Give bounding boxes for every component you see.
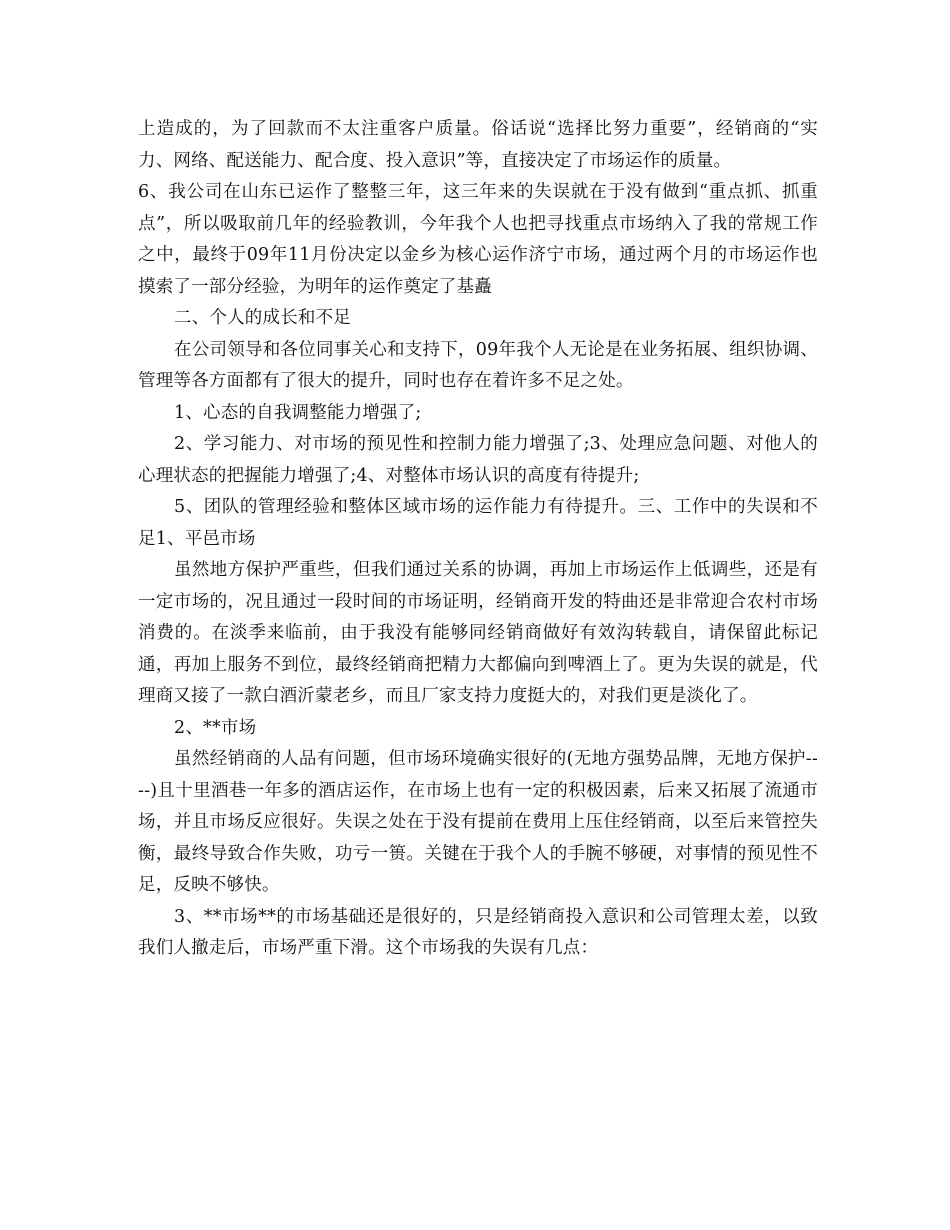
list-item-1: 1、心态的自我调整能力增强了; [174,402,422,423]
section-heading-personal-growth: 二、个人的成长和不足 [174,308,351,328]
paragraph-3: 在公司领导和各位同事关心和支持下，09年我个人无论是在业务拓展、组织协调、管理等各方面都有了很大的提升，同时也存在着许多不足之处。 [138,339,818,391]
paragraph-1: 上造成的，为了回款而不太注重客户质量。俗话说“选择比努力重要”，经销商的“实力、网络、配送能力、配合度、投入意识”等，直接决定了市场运作的质量。 [138,119,818,171]
paragraph-market-2: 虽然经销商的人品有问题，但市场环境确实很好的(无地方强势品牌，无地方保护----)且十里酒巷一年多的酒店运作，在市场上也有一定的积极因素，后来又拓展了流通市场，并且市场反应很好。失误之处在于没有提前在费用上压住经销商，以至后来管控失衡，最终导致合作失败，功亏一篑。关键在于我个人的手腕不够硬，对事情的预见性不足，反映不够快。 [138,749,818,895]
subheading-market-2: 2、**市场 [174,717,257,738]
list-item-5: 5、团队的管理经验和整体区域市场的运作能力有待提升。三、工作中的失误和不足1、平邑市场 [138,497,818,549]
paragraph-pingyi-market: 虽然地方保护严重些，但我们通过关系的协调，再加上市场运作上低调些，还是有一定市场的，况且通过一段时间的市场证明，经销商开发的特曲还是非常迎合农村市场消费的。在淡季来临前，由于我没有能够同经销商做好有效沟转载自，请保留此标记通，再加上服务不到位，最终经销商把精力大都偏向到啤酒上了。更为失误的就是，代理商又接了一款白酒沂蒙老乡，而且厂家支持力度挺大的，对我们更是淡化了。 [138,560,818,706]
list-item-2: 2、学习能力、对市场的预见性和控制力能力增强了;3、处理应急问题、对他人的心理状态的把握能力增强了;4、对整体市场认识的高度有待提升; [138,434,818,486]
paragraph-2: 6、我公司在山东已运作了整整三年，这三年来的失误就在于没有做到“重点抓、抓重点”，所以吸取前几年的经验教训，今年我个人也把寻找重点市场纳入了我的常规工作之中，最终于09年11月份决定以金乡为核心运作济宁市场，通过两个月的市场运作也摸索了一部分经验，为明年的运作奠定了基矗 [138,182,818,297]
paragraph-market-3: 3、**市场**的市场基础还是很好的，只是经销商投入意识和公司管理太差，以致我们人撤走后，市场严重下滑。这个市场我的失误有几点： [138,906,818,958]
document-body [138,114,818,965]
